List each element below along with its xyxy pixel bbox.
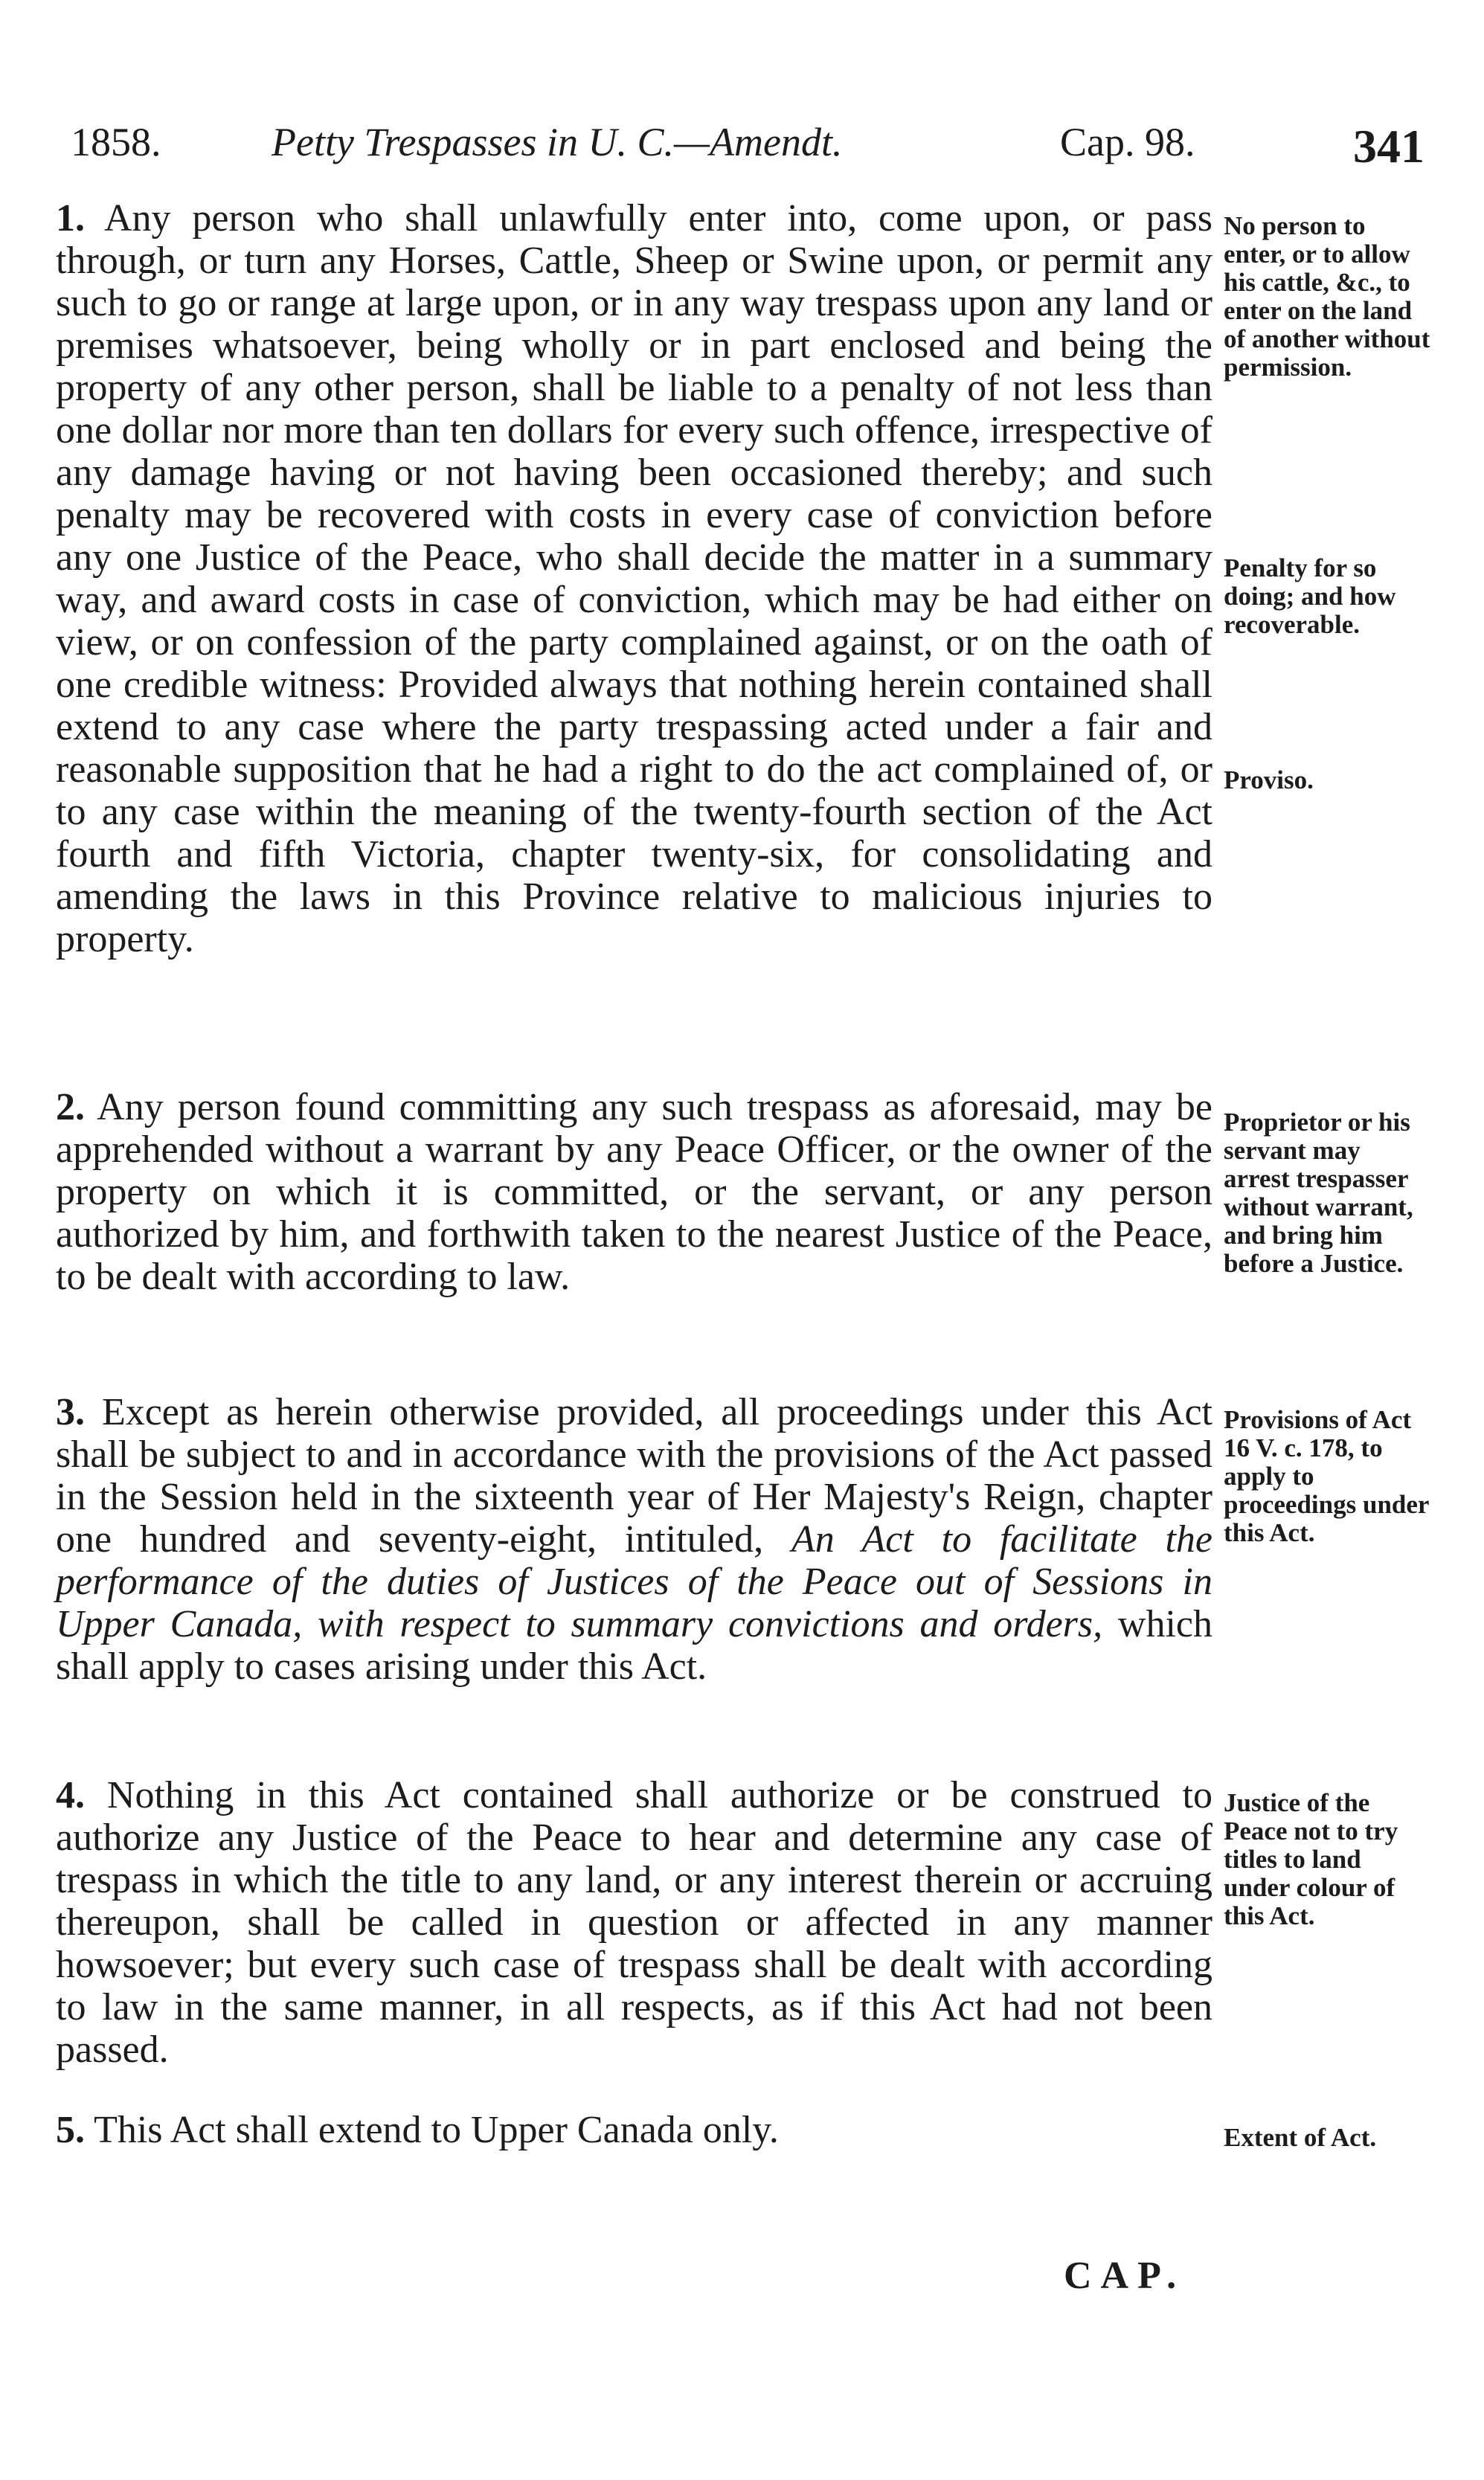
section-number: 4. [56,1774,85,1816]
header-title: Petty Trespasses in U. C.—Amendt. [272,120,843,164]
header-chapter: Cap. 98. [1060,120,1195,164]
section-5 [56,2109,1212,2151]
margin-note-penalty: Penalty for so doing; and how recoverable. [1224,553,1396,639]
section-text: This Act shall extend to Upper Canada only. [94,2109,779,2151]
section-number: 3. [56,1391,85,1433]
section-3 [56,1391,1212,1688]
margin-note-extent: Extent of Act. [1224,2123,1377,2152]
section-number: 1. [56,197,85,240]
header-year: 1858. [71,120,161,164]
margin-note-justice: Justice of the Peace not to try titles to land under colour of this Act. [1224,1788,1398,1930]
section-1 [56,197,1212,960]
margin-note-no-person: No person to enter, or to allow his cattle, &c., to enter on the land of another without permission. [1224,211,1430,382]
section-number: 5. [56,2109,85,2151]
margin-note-provisions: Provisions of Act 16 V. c. 178, to apply to proceedings under this Act. [1224,1405,1429,1547]
act-title: An Act to facilitate the performance of the duties of Justices of the Peace out of Sessions in Upper Canada, with respect to summary convictions and orders, [56,1518,1213,1645]
section-number: 2. [56,1086,85,1128]
margin-note-proprietor: Proprietor or his servant may arrest trespasser without warrant, and bring him before a Justice. [1224,1108,1413,1278]
page-number: 341 [1353,120,1424,173]
running-header [71,119,1424,179]
section-2 [56,1086,1212,1298]
section-4 [56,1774,1212,2071]
catchword: CAP. [1064,2255,1186,2297]
section-text-continued: which shall apply to cases arising under this Act. [56,1603,1212,1688]
section-text: Nothing in this Act contained shall authorize or be construed to authorize any Justice of the Peace to hear and determine any case of trespass in which the title to any land, or any interest therein or accruing thereupon, shall be called in question or affected in any manner howsoever; but every such case of trespass shall be dealt with according to law in the same manner, in all respects, as if this Act had not been passed. [56,1774,1212,2071]
section-text: Except as herein otherwise provided, all proceedings under this Act shall be subject to and in accordance with the provisions of the Act passed in the Session held in the sixteenth year of Her Majesty's Reign, chapter one hundred and seventy-eight, intituled, [56,1391,1213,1561]
section-text: Any person who shall unlawfully enter into, come upon, or pass through, or turn any Horses, Cattle, Sheep or Swine upon, or permit any such to go or range at large upon, or in any way trespass upon any land or premises whatsoever, being wholly or in part enclosed and being the property of any other person, shall be liable to a penalty of not less than one dollar nor more than ten dollars for every such offence, irrespective of any damage having or not having been occasioned thereby; and such penalty may be recovered with costs in every case of conviction before any one Justice of the Peace, who shall decide the matter in a summary way, and award costs in case of conviction, which may be had either on view, or on confession of the party complained against, or on the oath of one credible witness: Provided always that nothing herein contained shall extend to any case where the party trespassing acted under a fair and reasonable supposition that he had a right to do the act complained of, or to any case within the meaning of the twenty-fourth section of the Act fourth and fifth Victoria, chapter twenty-six, for consolidating and amending the laws in this Province relative to malicious injuries to property. [56,197,1212,960]
section-text: Any person found committing any such trespass as aforesaid, may be apprehended without a warrant by any Peace Officer, or the owner of the property on which it is committed, or the servant, or any person authorized by him, and forthwith taken to the nearest Justice of the Peace, to be dealt with according to law. [56,1086,1212,1298]
margin-note-proviso: Proviso. [1224,765,1314,794]
